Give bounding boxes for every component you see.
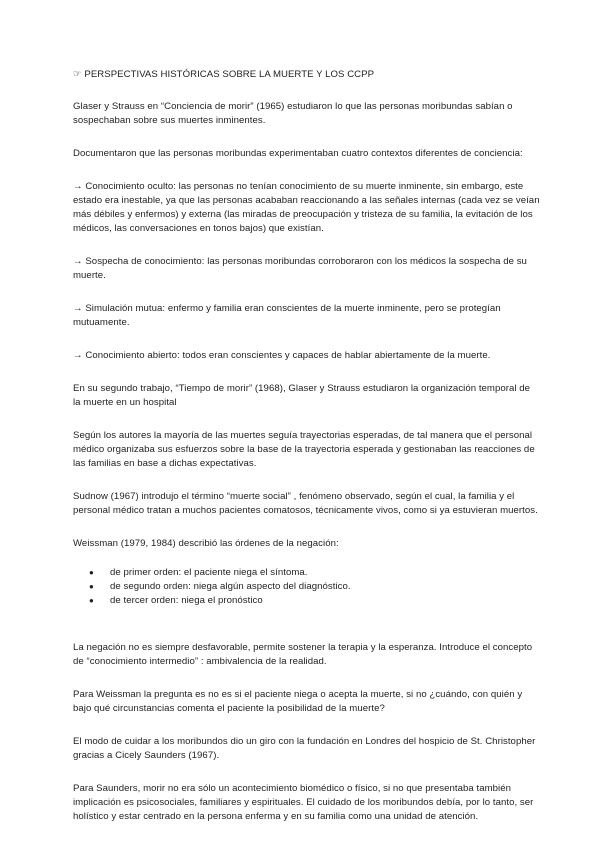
paragraph-st-christopher-hospice: El modo de cuidar a los moribundos dio un giro con la fundación en Londres del hospicio de St. Christopher gracias a Cicely Saunders (1967). [73, 736, 536, 761]
paragraph-expected-trajectories: Según los autores la mayoría de las muertes seguía trayectorias esperadas, de tal manera que el personal médico organizaba sus esfuerzos sobre la base de la trayectoria esperada y gestionaban las reacciones de las familias en base a dichas expectativas. [73, 430, 535, 469]
paragraph-four-contexts-intro: Documentaron que las personas moribundas experimentaban cuatro contextos diferentes de conciencia: [73, 148, 523, 159]
document-title: ☞ PERSPECTIVAS HISTÓRICAS SOBRE LA MUERTE Y LOS CCPP [73, 69, 375, 80]
list-item-text: de tercer orden: niega el pronóstico [110, 595, 263, 606]
context-item-open-awareness: → Conocimiento abierto: todos eran conscientes y capaces de hablar abiertamente de la muerte. [73, 350, 491, 361]
bullet-icon: ● [89, 568, 94, 577]
bullet-icon: ● [89, 582, 94, 591]
context-item-mutual-pretense: → Simulación mutua: enfermo y familia eran conscientes de la muerte inminente, pero se protegían mutuamente. [73, 303, 501, 328]
list-item-text: de primer orden: el paciente niega el síntoma. [110, 567, 308, 578]
list-item [89, 594, 540, 608]
context-item-hidden-knowledge: → Conocimiento oculto: las personas no tenían conocimiento de su muerte inminente, sin embargo, este estado era inestable, ya que las personas acababan reaccionando a las señales internas (cada vez se veían más débiles y enfermos) y externa (las miradas de preocupación y tristeza de su familia, la evitación de los médicos, las conversaciones en tonos bajos) que existían. [73, 181, 540, 234]
paragraph-social-death: Sudnow (1967) introdujo el término “muerte social” , fenómeno observado, según el cual, la familia y el personal médico tratan a muchos pacientes comatosos, técnicamente vivos, como si ya estuvieran muertos. [73, 491, 538, 516]
list-item [89, 566, 540, 580]
paragraph-saunders-holistic-care: Para Saunders, morir no era sólo un acontecimiento biomédico o físico, si no que presentaba también implicación es psicosociales, familiares y espirituales. El cuidado de los moribundos debía, por lo tanto, ser holístico y estar centrado en la persona enferma y en su familia como una unidad de atención. [73, 783, 534, 822]
list-item [89, 580, 540, 594]
paragraph-negation-not-unfavorable: La negación no es siempre desfavorable, permite sostener la terapia y la esperanza. Introduce el concepto de “conocimiento intermedio” : ambivalencia de la realidad. [73, 642, 533, 667]
paragraph-time-for-dying: En su segundo trabajo, “Tiempo de morir” (1968), Glaser y Strauss estudiaron la organización temporal de la muerte en un hospital [73, 383, 531, 408]
bullet-icon: ● [89, 596, 94, 605]
paragraph-weissman-negation: Weissman (1979, 1984) describió las órdenes de la negación: [73, 538, 339, 549]
list-item-text: de segundo orden: niega algún aspecto del diagnóstico. [110, 581, 351, 592]
negation-orders-list [89, 566, 540, 608]
paragraph-weissman-question: Para Weissman la pregunta es no es si el paciente niega o acepta la muerte, si no ¿cuándo, con quién y bajo qué circunstancias comenta el paciente la posibilidad de la muerte? [73, 689, 523, 714]
context-item-suspicion: → Sospecha de conocimiento: las personas moribundas corroboraron con los médicos la sospecha de su muerte. [73, 256, 527, 281]
paragraph-glaser-strauss-1965: Glaser y Strauss en “Conciencia de morir” (1965) estudiaron lo que las personas moribundas sabían o sospechaban sobre sus muertes inminentes. [73, 101, 513, 126]
